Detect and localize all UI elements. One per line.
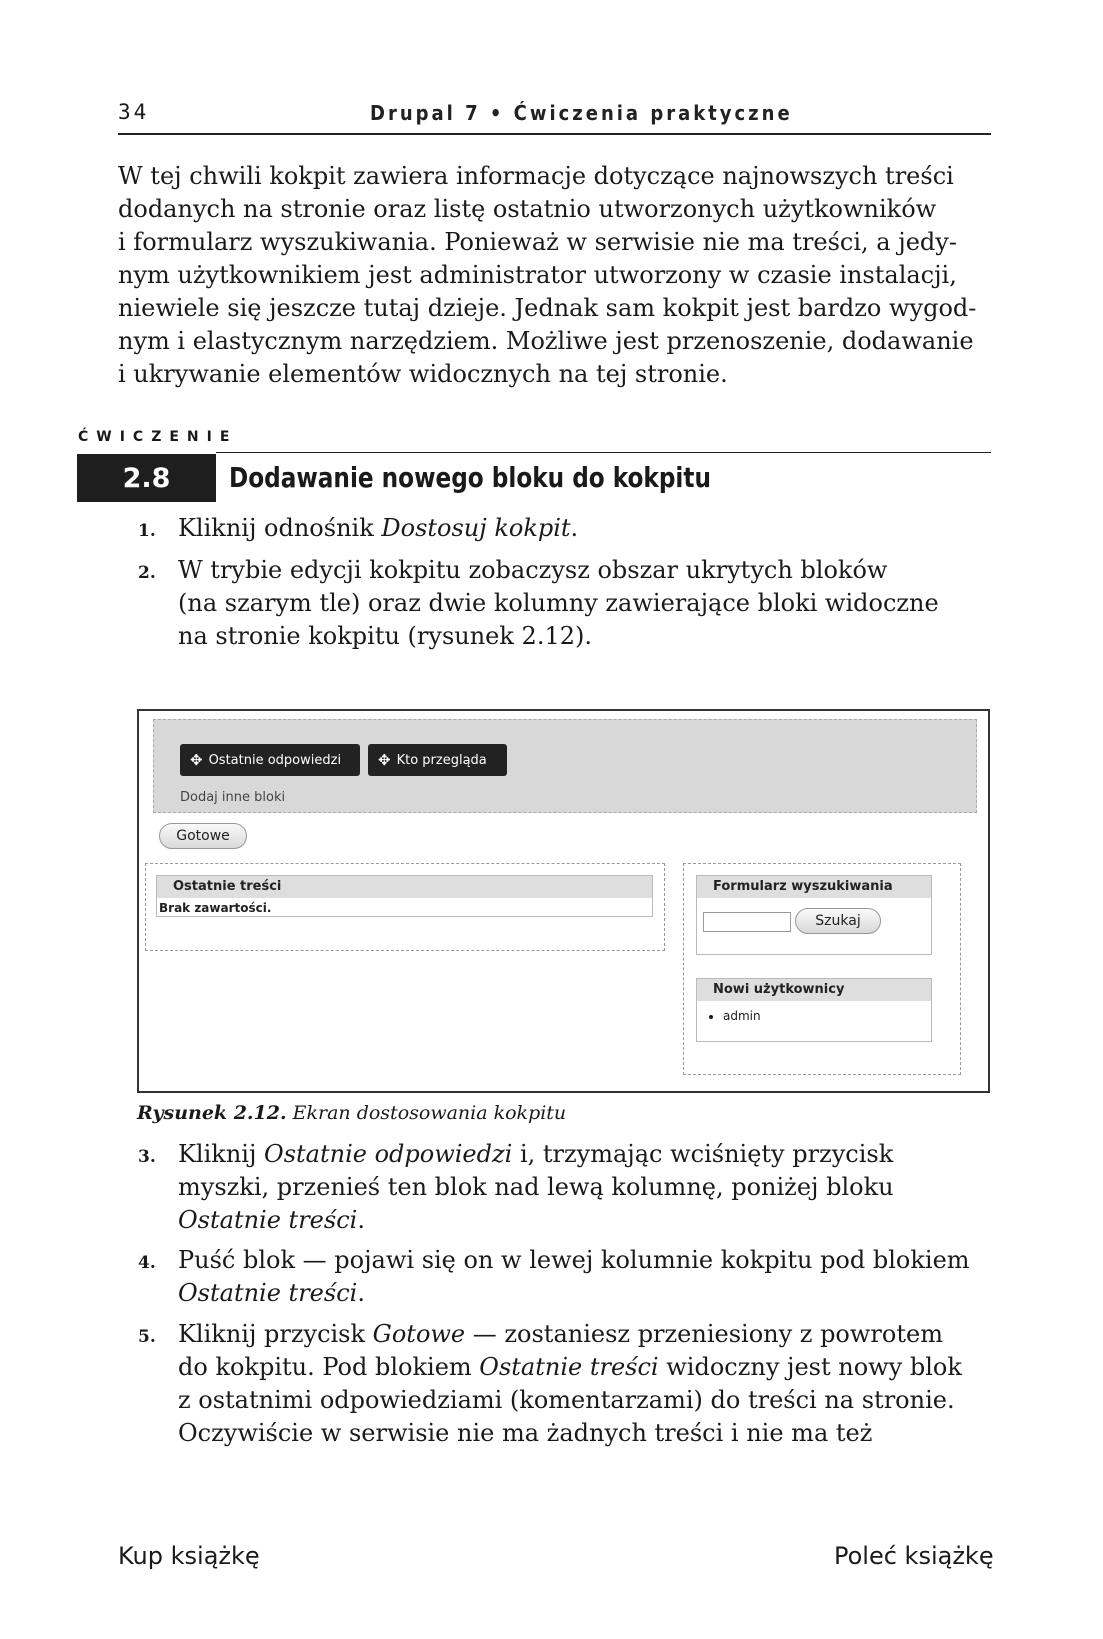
step-line: Kliknij Ostatnie odpowiedzi i, trzymając wciśnięty przycisk <box>178 1140 894 1168</box>
paragraph-line: W tej chwili kokpit zawiera informacje dotyczące najnowszych treści <box>118 162 954 190</box>
hidden-block-who-views[interactable] <box>368 744 507 776</box>
intro-paragraph <box>118 160 998 391</box>
paragraph-line: niewiele się jeszcze tutaj dzieje. Jednak sam kokpit jest bardzo wygod- <box>118 294 977 322</box>
recommend-book-link[interactable]: Poleć książkę <box>834 1542 994 1570</box>
step-line: Kliknij odnośnik Dostosuj kokpit. <box>178 514 579 542</box>
block-title: Nowi użytkownicy <box>697 979 931 1001</box>
paragraph-line: nym użytkownikiem jest administrator utworzony w czasie instalacji, <box>118 261 957 289</box>
block-title: Formularz wyszukiwania <box>697 876 931 898</box>
figure-dashboard-customize <box>137 709 990 1093</box>
step-number: 2. <box>138 563 156 583</box>
new-users-list <box>697 1009 931 1023</box>
search-button[interactable]: Szukaj <box>795 908 881 934</box>
add-other-blocks-link[interactable]: Dodaj inne bloki <box>180 790 286 805</box>
running-title: Drupal 7 • Ćwiczenia praktyczne <box>370 101 793 125</box>
caption-text: Ekran dostosowania kokpitu <box>292 1102 567 1124</box>
exercise-title: Dodawanie nowego bloku do kokpitu <box>229 461 711 494</box>
step-line: Ostatnie treści. <box>178 1279 365 1307</box>
header-rule <box>118 133 991 135</box>
paragraph-line: nym i elastycznym narzędziem. Możliwe jest przenoszenie, dodawanie <box>118 327 974 355</box>
hidden-blocks-area <box>153 719 977 813</box>
paragraph-line: i ukrywanie elementów widocznych na tej stronie. <box>118 360 728 388</box>
step-number: 3. <box>138 1147 156 1167</box>
done-button[interactable]: Gotowe <box>159 823 247 849</box>
move-icon: ✥ <box>378 751 391 769</box>
step-line: do kokpitu. Pod blokiem Ostatnie treści widoczny jest nowy blok <box>178 1353 962 1381</box>
buy-book-link[interactable]: Kup książkę <box>118 1542 260 1570</box>
step-line: na stronie kokpitu (rysunek 2.12). <box>178 622 592 650</box>
step-line: Oczywiście w serwisie nie ma żadnych treści i nie ma też <box>178 1419 873 1447</box>
exercise-label: ĆWICZENIE <box>78 429 238 445</box>
block-new-users[interactable] <box>696 978 932 1042</box>
step-number: 4. <box>138 1253 156 1273</box>
step-number: 1. <box>138 521 156 541</box>
user-link-admin[interactable]: • admin <box>723 1009 931 1023</box>
search-input[interactable] <box>703 912 791 932</box>
step-line: z ostatnimi odpowiedziami (komentarzami) do treści na stronie. <box>178 1386 955 1414</box>
hidden-block-label: Kto przegląda <box>396 752 487 768</box>
block-title: Ostatnie treści <box>157 876 652 898</box>
step-line: (na szarym tle) oraz dwie kolumny zawierające bloki widoczne <box>178 589 939 617</box>
exercise-number: 2.8 <box>77 454 216 502</box>
caption-label: Rysunek 2.12. <box>137 1102 287 1124</box>
step-line: Puść blok — pojawi się on w lewej kolumnie kokpitu pod blokiem <box>178 1246 970 1274</box>
step-line: myszki, przenieś ten blok nad lewą kolumnę, poniżej bloku <box>178 1173 894 1201</box>
hidden-block-recent-replies[interactable] <box>180 744 360 776</box>
step-line: Ostatnie treści. <box>178 1206 365 1234</box>
paragraph-line: i formularz wyszukiwania. Ponieważ w serwisie nie ma treści, a jedy- <box>118 228 957 256</box>
block-recent-content[interactable] <box>156 875 653 917</box>
exercise-rule <box>216 452 991 453</box>
block-search-form[interactable] <box>696 875 932 955</box>
block-body: Brak zawartości. <box>159 901 272 915</box>
left-column-dropzone <box>145 863 665 951</box>
step-line: Kliknij przycisk Gotowe — zostaniesz przeniesiony z powrotem <box>178 1320 943 1348</box>
right-column-dropzone <box>683 863 961 1075</box>
hidden-block-label: Ostatnie odpowiedzi <box>208 752 342 768</box>
step-line: W trybie edycji kokpitu zobaczysz obszar ukrytych bloków <box>178 556 888 584</box>
paragraph-line: dodanych na stronie oraz listę ostatnio utworzonych użytkowników <box>118 195 937 223</box>
figure-caption <box>137 1102 566 1124</box>
move-icon: ✥ <box>190 751 203 769</box>
page-number: 34 <box>118 100 150 124</box>
step-number: 5. <box>138 1327 156 1347</box>
